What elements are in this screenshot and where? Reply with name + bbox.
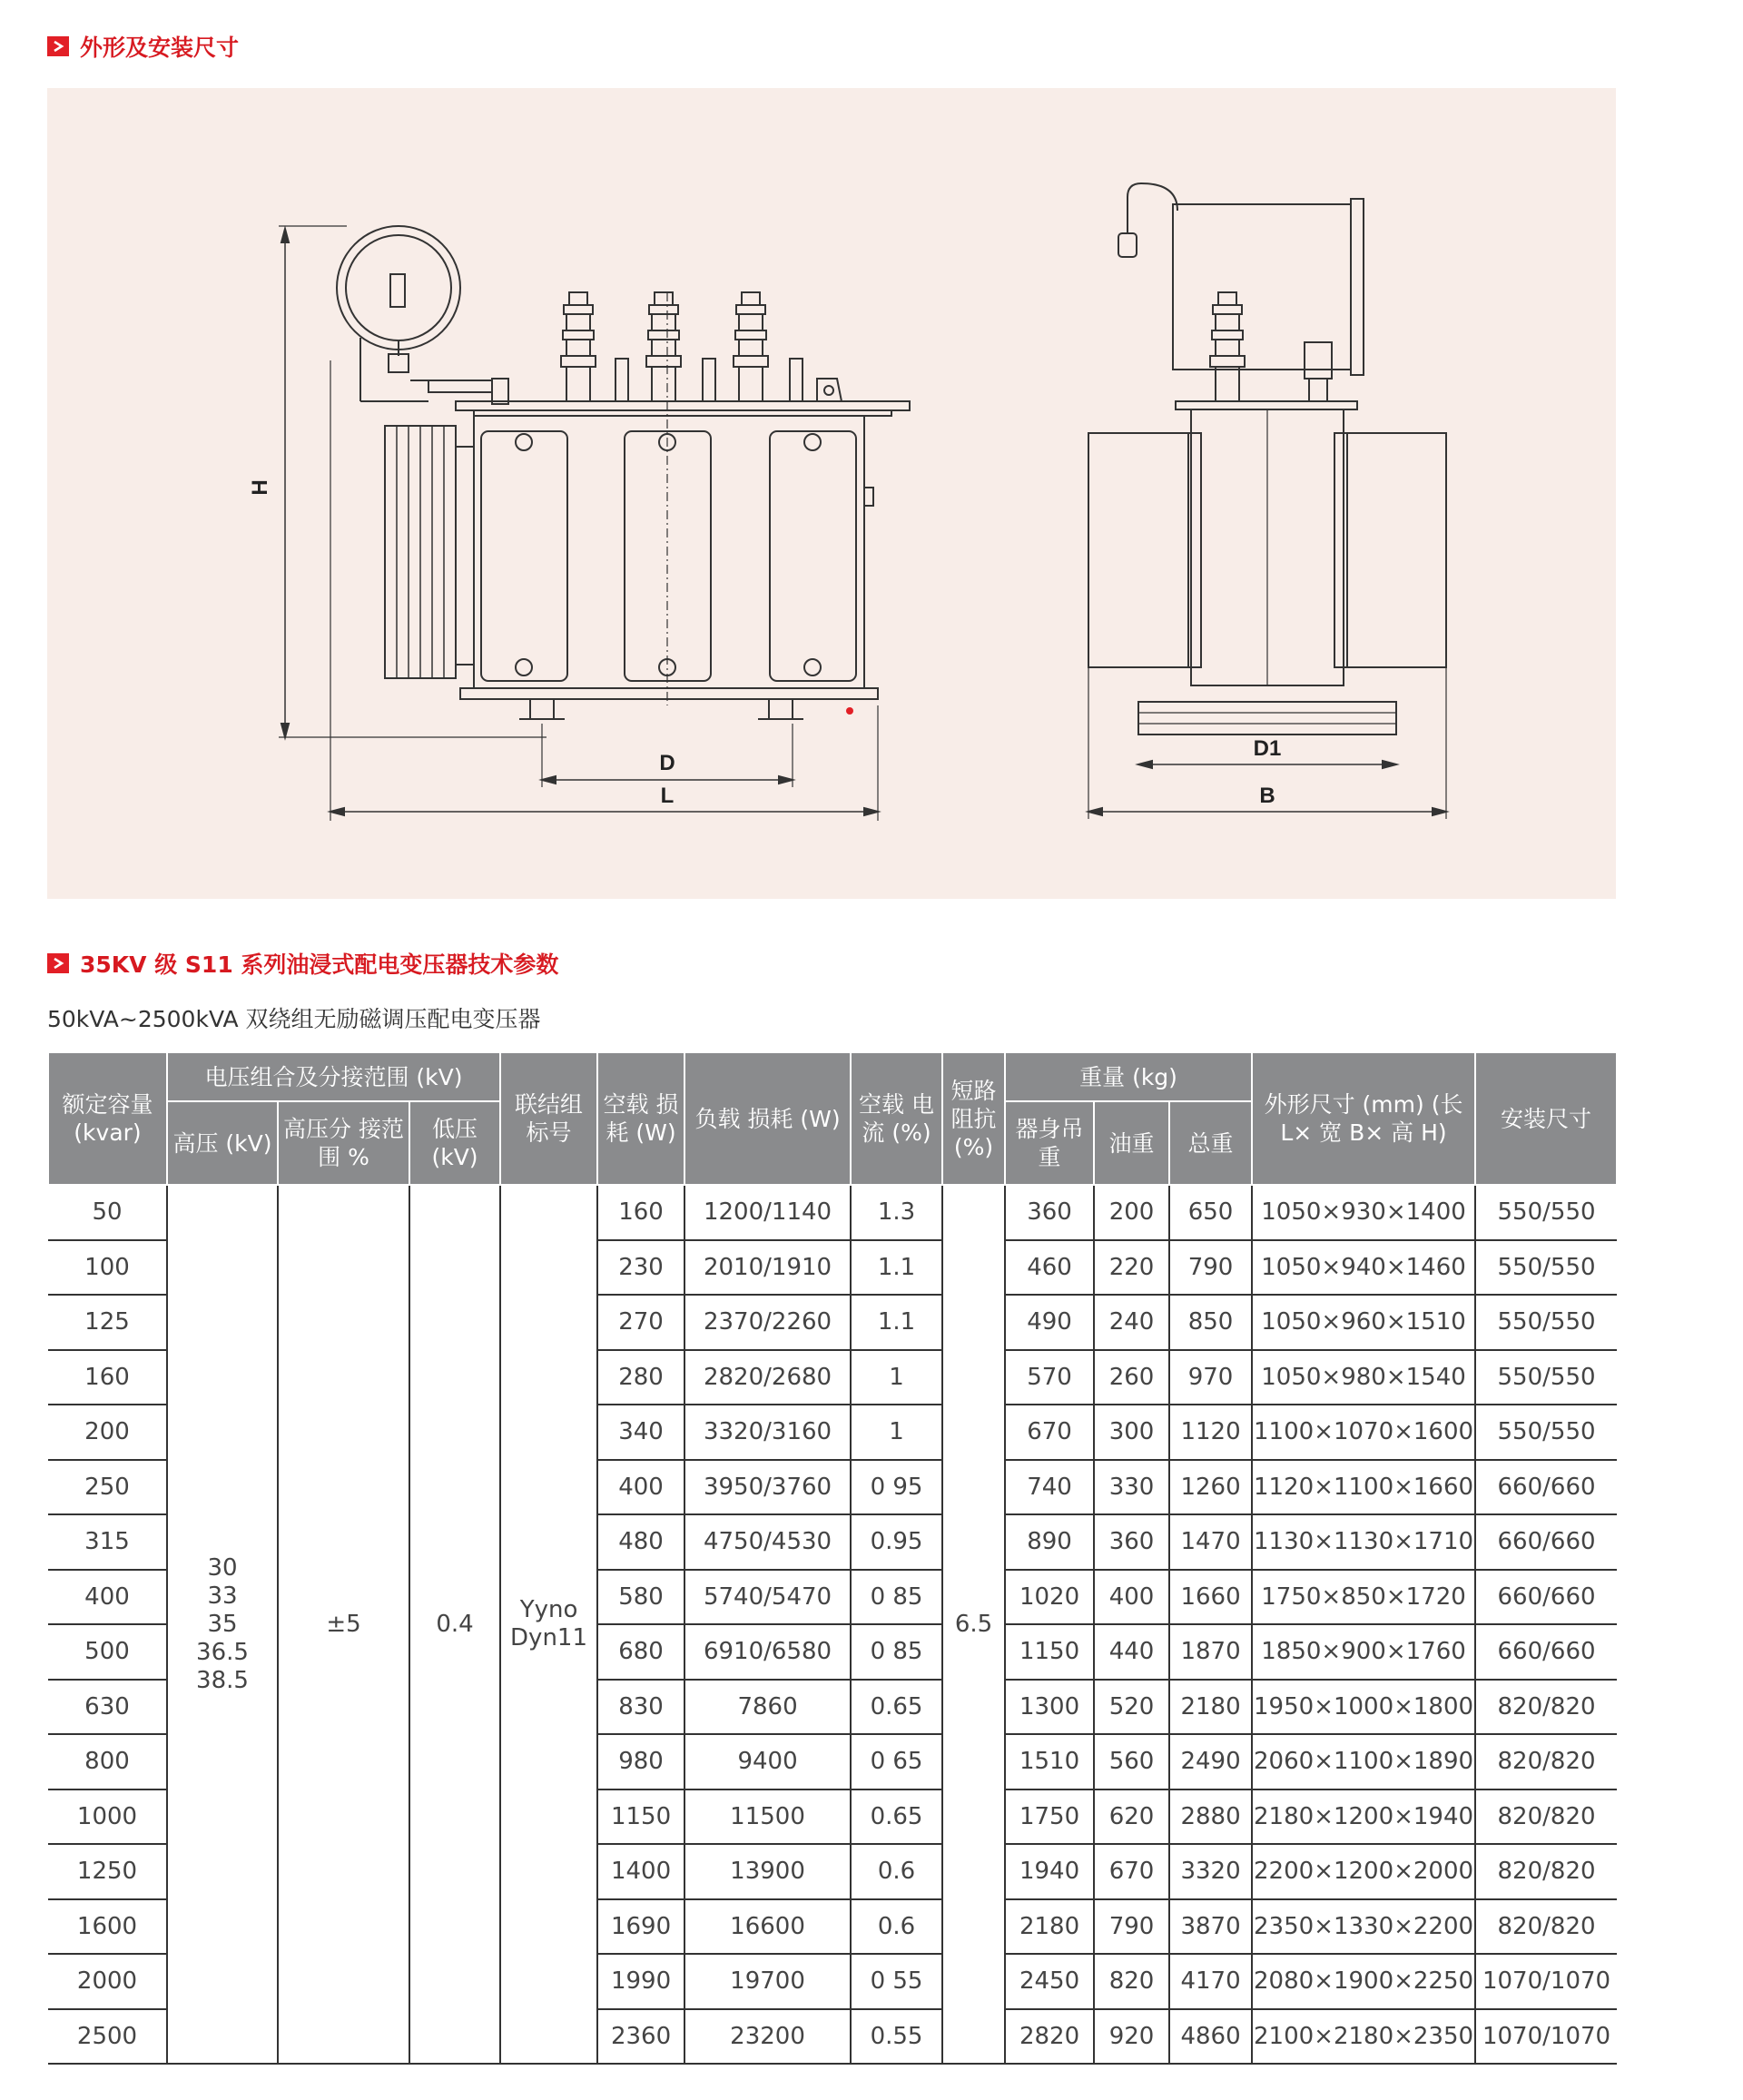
load-loss-cell: 13900 bbox=[684, 1844, 851, 1899]
capacity-cell: 500 bbox=[48, 1624, 167, 1680]
capacity-cell: 1000 bbox=[48, 1789, 167, 1845]
capacity-cell: 100 bbox=[48, 1240, 167, 1296]
no-load-current-cell: 0.6 bbox=[851, 1899, 942, 1955]
no-load-current-cell: 0.65 bbox=[851, 1680, 942, 1735]
capacity-cell: 800 bbox=[48, 1734, 167, 1789]
core-weight-cell: 570 bbox=[1005, 1350, 1094, 1405]
hv-value: 36.5 bbox=[196, 1638, 249, 1666]
install-cell: 550/550 bbox=[1475, 1350, 1617, 1405]
header-impedance: 短路 阻抗 (%) bbox=[942, 1052, 1005, 1185]
dimensions-cell: 1100×1070×1600 bbox=[1252, 1405, 1475, 1460]
core-weight-cell: 2180 bbox=[1005, 1899, 1094, 1955]
load-loss-cell: 2820/2680 bbox=[684, 1350, 851, 1405]
total-weight-cell: 1660 bbox=[1169, 1570, 1252, 1625]
header-oil-weight: 油重 bbox=[1094, 1101, 1169, 1185]
dimensions-cell: 1050×980×1540 bbox=[1252, 1350, 1475, 1405]
capacity-cell: 1600 bbox=[48, 1899, 167, 1955]
dimensions-cell: 1050×960×1510 bbox=[1252, 1295, 1475, 1350]
no-load-loss-cell: 1150 bbox=[597, 1789, 684, 1845]
header-voltage-group: 电压组合及分接范围 (kV) bbox=[167, 1052, 500, 1101]
dimension-label-h: H bbox=[248, 479, 272, 496]
load-loss-cell: 7860 bbox=[684, 1680, 851, 1735]
total-weight-cell: 850 bbox=[1169, 1295, 1252, 1350]
capacity-cell: 50 bbox=[48, 1185, 167, 1240]
header-no-load-current: 空载 电流 (%) bbox=[851, 1052, 942, 1185]
install-cell: 550/550 bbox=[1475, 1185, 1617, 1240]
transformer-outline-drawing bbox=[47, 88, 1616, 899]
spec-table bbox=[47, 1051, 1618, 2065]
no-load-current-cell: 0.6 bbox=[851, 1844, 942, 1899]
total-weight-cell: 790 bbox=[1169, 1240, 1252, 1296]
dimensions-cell: 2060×1100×1890 bbox=[1252, 1734, 1475, 1789]
hv-value: 38.5 bbox=[196, 1666, 249, 1694]
total-weight-cell: 3320 bbox=[1169, 1844, 1252, 1899]
oil-weight-cell: 200 bbox=[1094, 1185, 1169, 1240]
core-weight-cell: 460 bbox=[1005, 1240, 1094, 1296]
install-cell: 820/820 bbox=[1475, 1899, 1617, 1955]
hv-value: 30 bbox=[207, 1553, 238, 1582]
oil-weight-cell: 620 bbox=[1094, 1789, 1169, 1845]
hv-value: 33 bbox=[207, 1582, 238, 1610]
install-cell: 550/550 bbox=[1475, 1240, 1617, 1296]
dimension-drawing bbox=[47, 88, 1616, 899]
install-cell: 820/820 bbox=[1475, 1844, 1617, 1899]
total-weight-cell: 1120 bbox=[1169, 1405, 1252, 1460]
install-cell: 1070/1070 bbox=[1475, 1954, 1617, 2009]
no-load-loss-cell: 580 bbox=[597, 1570, 684, 1625]
dimensions-cell: 2200×1200×2000 bbox=[1252, 1844, 1475, 1899]
oil-weight-cell: 400 bbox=[1094, 1570, 1169, 1625]
install-cell: 820/820 bbox=[1475, 1734, 1617, 1789]
table-subtitle: 50kVA~2500kVA 双绕组无励磁调压配电变压器 bbox=[47, 1006, 541, 1032]
no-load-loss-cell: 1990 bbox=[597, 1954, 684, 2009]
capacity-cell: 630 bbox=[48, 1680, 167, 1735]
vector-group-value: Yyno bbox=[519, 1596, 578, 1623]
oil-weight-cell: 260 bbox=[1094, 1350, 1169, 1405]
total-weight-cell: 3870 bbox=[1169, 1899, 1252, 1955]
total-weight-cell: 1870 bbox=[1169, 1624, 1252, 1680]
header-hv: 高压 (kV) bbox=[167, 1101, 278, 1185]
header-capacity: 额定容量 (kvar) bbox=[48, 1052, 167, 1185]
no-load-loss-cell: 340 bbox=[597, 1405, 684, 1460]
hv-value: 35 bbox=[207, 1610, 238, 1638]
dimensions-cell: 1130×1130×1710 bbox=[1252, 1514, 1475, 1570]
install-cell: 660/660 bbox=[1475, 1460, 1617, 1515]
oil-weight-cell: 440 bbox=[1094, 1624, 1169, 1680]
spec-table-body bbox=[48, 1185, 1617, 2064]
dimensions-cell: 1050×930×1400 bbox=[1252, 1185, 1475, 1240]
load-loss-cell: 19700 bbox=[684, 1954, 851, 2009]
header-install: 安装尺寸 bbox=[1475, 1052, 1617, 1185]
total-weight-cell: 2880 bbox=[1169, 1789, 1252, 1845]
no-load-loss-cell: 830 bbox=[597, 1680, 684, 1735]
core-weight-cell: 1750 bbox=[1005, 1789, 1094, 1845]
section-title: 35KV 级 S11 系列油浸式配电变压器技术参数 bbox=[80, 951, 559, 978]
oil-weight-cell: 920 bbox=[1094, 2009, 1169, 2065]
load-loss-cell: 3950/3760 bbox=[684, 1460, 851, 1515]
no-load-current-cell: 0 85 bbox=[851, 1624, 942, 1680]
dimensions-cell: 1050×940×1460 bbox=[1252, 1240, 1475, 1296]
no-load-loss-cell: 160 bbox=[597, 1185, 684, 1240]
core-weight-cell: 1020 bbox=[1005, 1570, 1094, 1625]
capacity-cell: 250 bbox=[48, 1460, 167, 1515]
install-cell: 660/660 bbox=[1475, 1514, 1617, 1570]
no-load-loss-cell: 980 bbox=[597, 1734, 684, 1789]
vector-group-cell bbox=[500, 1185, 597, 2064]
core-weight-cell: 1300 bbox=[1005, 1680, 1094, 1735]
install-cell: 660/660 bbox=[1475, 1570, 1617, 1625]
header-total-weight: 总重 bbox=[1169, 1101, 1252, 1185]
capacity-cell: 160 bbox=[48, 1350, 167, 1405]
no-load-loss-cell: 1690 bbox=[597, 1899, 684, 1955]
table-row bbox=[48, 1185, 1617, 1240]
no-load-loss-cell: 1400 bbox=[597, 1844, 684, 1899]
section-heading-specs bbox=[47, 947, 558, 980]
total-weight-cell: 1470 bbox=[1169, 1514, 1252, 1570]
capacity-cell: 200 bbox=[48, 1405, 167, 1460]
oil-weight-cell: 560 bbox=[1094, 1734, 1169, 1789]
section-title: 外形及安装尺寸 bbox=[80, 35, 240, 61]
oil-weight-cell: 330 bbox=[1094, 1460, 1169, 1515]
no-load-loss-cell: 400 bbox=[597, 1460, 684, 1515]
oil-weight-cell: 360 bbox=[1094, 1514, 1169, 1570]
header-no-load-loss: 空载 损耗 (W) bbox=[597, 1052, 684, 1185]
install-cell: 550/550 bbox=[1475, 1405, 1617, 1460]
load-loss-cell: 5740/5470 bbox=[684, 1570, 851, 1625]
header-load-loss: 负载 损耗 (W) bbox=[684, 1052, 851, 1185]
load-loss-cell: 23200 bbox=[684, 2009, 851, 2065]
chevron-right-icon bbox=[47, 36, 69, 56]
dimensions-cell: 1950×1000×1800 bbox=[1252, 1680, 1475, 1735]
load-loss-cell: 2370/2260 bbox=[684, 1295, 851, 1350]
no-load-current-cell: 0.95 bbox=[851, 1514, 942, 1570]
header-weight: 重量 (kg) bbox=[1005, 1052, 1252, 1101]
dimension-label-d1: D1 bbox=[1253, 736, 1282, 761]
no-load-loss-cell: 270 bbox=[597, 1295, 684, 1350]
dimension-label-d: D bbox=[659, 751, 675, 775]
no-load-current-cell: 1.1 bbox=[851, 1295, 942, 1350]
core-weight-cell: 1940 bbox=[1005, 1844, 1094, 1899]
total-weight-cell: 2180 bbox=[1169, 1680, 1252, 1735]
no-load-current-cell: 1 bbox=[851, 1350, 942, 1405]
no-load-current-cell: 1 bbox=[851, 1405, 942, 1460]
install-cell: 820/820 bbox=[1475, 1789, 1617, 1845]
lv-cell: 0.4 bbox=[409, 1185, 500, 2064]
oil-weight-cell: 790 bbox=[1094, 1899, 1169, 1955]
core-weight-cell: 670 bbox=[1005, 1405, 1094, 1460]
core-weight-cell: 490 bbox=[1005, 1295, 1094, 1350]
install-cell: 550/550 bbox=[1475, 1295, 1617, 1350]
install-cell: 1070/1070 bbox=[1475, 2009, 1617, 2065]
oil-weight-cell: 300 bbox=[1094, 1405, 1169, 1460]
impedance-cell: 6.5 bbox=[942, 1185, 1005, 2064]
capacity-cell: 1250 bbox=[48, 1844, 167, 1899]
oil-weight-cell: 520 bbox=[1094, 1680, 1169, 1735]
total-weight-cell: 4860 bbox=[1169, 2009, 1252, 2065]
oil-weight-cell: 220 bbox=[1094, 1240, 1169, 1296]
oil-weight-cell: 820 bbox=[1094, 1954, 1169, 2009]
total-weight-cell: 2490 bbox=[1169, 1734, 1252, 1789]
no-load-current-cell: 0 65 bbox=[851, 1734, 942, 1789]
no-load-current-cell: 0.65 bbox=[851, 1789, 942, 1845]
dimensions-cell: 1850×900×1760 bbox=[1252, 1624, 1475, 1680]
header-core-weight: 器身吊 重 bbox=[1005, 1101, 1094, 1185]
capacity-cell: 125 bbox=[48, 1295, 167, 1350]
dimensions-cell: 2100×2180×2350 bbox=[1252, 2009, 1475, 2065]
no-load-loss-cell: 230 bbox=[597, 1240, 684, 1296]
dimensions-cell: 2350×1330×2200 bbox=[1252, 1899, 1475, 1955]
chevron-right-icon bbox=[47, 953, 69, 973]
core-weight-cell: 360 bbox=[1005, 1185, 1094, 1240]
load-loss-cell: 9400 bbox=[684, 1734, 851, 1789]
no-load-loss-cell: 480 bbox=[597, 1514, 684, 1570]
total-weight-cell: 650 bbox=[1169, 1185, 1252, 1240]
dimension-label-l: L bbox=[660, 784, 675, 808]
capacity-cell: 2000 bbox=[48, 1954, 167, 2009]
core-weight-cell: 1510 bbox=[1005, 1734, 1094, 1789]
hv-tap-cell: ±5 bbox=[278, 1185, 409, 2064]
load-loss-cell: 2010/1910 bbox=[684, 1240, 851, 1296]
no-load-current-cell: 0 55 bbox=[851, 1954, 942, 2009]
load-loss-cell: 16600 bbox=[684, 1899, 851, 1955]
total-weight-cell: 1260 bbox=[1169, 1460, 1252, 1515]
hv-values-cell bbox=[167, 1185, 278, 2064]
vector-group-value: Dyn11 bbox=[510, 1624, 588, 1651]
no-load-current-cell: 0 95 bbox=[851, 1460, 942, 1515]
load-loss-cell: 3320/3160 bbox=[684, 1405, 851, 1460]
install-cell: 820/820 bbox=[1475, 1680, 1617, 1735]
core-weight-cell: 740 bbox=[1005, 1460, 1094, 1515]
no-load-current-cell: 0 85 bbox=[851, 1570, 942, 1625]
core-weight-cell: 2820 bbox=[1005, 2009, 1094, 2065]
dimensions-cell: 2180×1200×1940 bbox=[1252, 1789, 1475, 1845]
dimensions-cell: 1750×850×1720 bbox=[1252, 1570, 1475, 1625]
core-weight-cell: 890 bbox=[1005, 1514, 1094, 1570]
load-loss-cell: 11500 bbox=[684, 1789, 851, 1845]
header-vector-group: 联结组 标号 bbox=[500, 1052, 597, 1185]
no-load-loss-cell: 680 bbox=[597, 1624, 684, 1680]
capacity-cell: 315 bbox=[48, 1514, 167, 1570]
capacity-cell: 400 bbox=[48, 1570, 167, 1625]
total-weight-cell: 4170 bbox=[1169, 1954, 1252, 2009]
no-load-current-cell: 1.3 bbox=[851, 1185, 942, 1240]
install-cell: 660/660 bbox=[1475, 1624, 1617, 1680]
dimensions-cell: 1120×1100×1660 bbox=[1252, 1460, 1475, 1515]
capacity-cell: 2500 bbox=[48, 2009, 167, 2065]
dimensions-cell: 2080×1900×2250 bbox=[1252, 1954, 1475, 2009]
section-heading-outline bbox=[47, 30, 239, 63]
oil-weight-cell: 240 bbox=[1094, 1295, 1169, 1350]
load-loss-cell: 6910/6580 bbox=[684, 1624, 851, 1680]
no-load-loss-cell: 280 bbox=[597, 1350, 684, 1405]
dimension-label-b: B bbox=[1259, 784, 1275, 808]
header-hv-tap: 高压分 接范围 % bbox=[278, 1101, 409, 1185]
no-load-loss-cell: 2360 bbox=[597, 2009, 684, 2065]
no-load-current-cell: 0.55 bbox=[851, 2009, 942, 2065]
header-dimensions: 外形尺寸 (mm) (长 L× 宽 B× 高 H) bbox=[1252, 1052, 1475, 1185]
total-weight-cell: 970 bbox=[1169, 1350, 1252, 1405]
load-loss-cell: 1200/1140 bbox=[684, 1185, 851, 1240]
core-weight-cell: 1150 bbox=[1005, 1624, 1094, 1680]
header-lv: 低压 (kV) bbox=[409, 1101, 500, 1185]
no-load-current-cell: 1.1 bbox=[851, 1240, 942, 1296]
load-loss-cell: 4750/4530 bbox=[684, 1514, 851, 1570]
oil-weight-cell: 670 bbox=[1094, 1844, 1169, 1899]
core-weight-cell: 2450 bbox=[1005, 1954, 1094, 2009]
